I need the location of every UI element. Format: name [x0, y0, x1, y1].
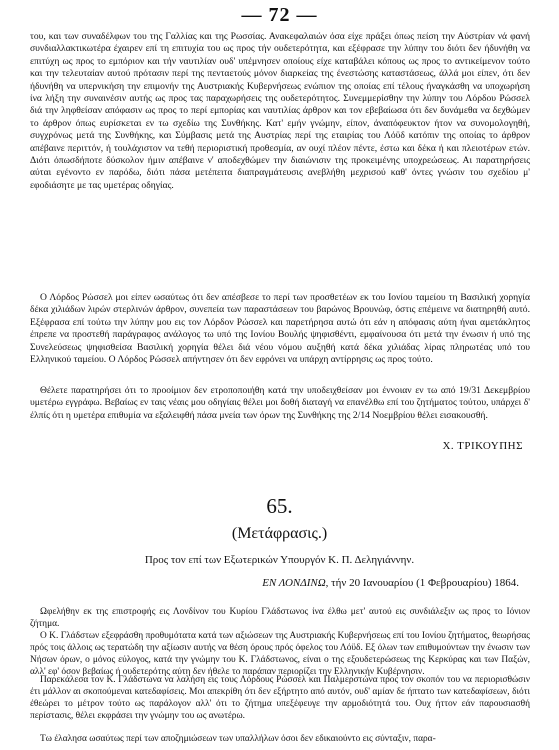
- text-block-6: [30, 733, 530, 745]
- text-block-5: [30, 674, 530, 722]
- page-number: — 72 —: [241, 4, 318, 26]
- date-place: ΕΝ ΛΟΝΔΙΝΩ,: [262, 577, 329, 589]
- text-block-1: [30, 31, 530, 192]
- paragraph: του, και των συναδέλφων του της Γαλλίας και της Ρωσσίας. Ανακεφαλαιών όσα είχε πράξει όπως πείση την Αύστρίαν νά φανή συνδιαλλακτικωτέρα έχαιρεν επί τη επιτυχία του ως προς τήν ουδετερότητα, και εξέφρασε την λύπην του διότι δεν ήδυνήθη να επιτύχη ως προς το εμπόριον και τήν ναυτιλίαν ουδ' υπέμνησεν οποίους είχε καταβάλει κόπους ως προς το αντικείμενον τούτο και την τελευταίαν αυτού πρότασιν περί της πενταετούς μόνον διαρκείας της ένεστώσης καταστάσεως, άλλά μοι είπεν, ότι δεν ήδυνήθη να υπερνικήση την επιμονήν της Αυστριακής Κυβερνήσεως ενώπιον της οποίας επί τέλους ήναγκάσθη να υποχωρήση ίνα λήξη την συναινέσιν αυτής ως προς τας παραχωρήσεις της ουδετερότητος. Συνεμμερίσθην την λύπην του Λόρδου Ρώσσελ διά την ληφθείσαν απόφασιν ως προς το περί εμπορίας και ναυτιλίας άρθρον και τον εβεβαίωσα ότι δεν δυνάμεθα να δεχθώμεν το άρθρον όπως ευρίσκεται εν τω σχεδίω της Συνθήκης. Κατ' εμήν γνώμην, είπον, άναπόφευκτον ήτον να συνομολογηθή, συγχρόνως μετά της Συνθήκης, και Σύμβασις μετά της Αυστρίας περί της εταιρίας του Λόϋδ κατόπιν της οποίας το άρθρον απέβαινε περιττόν, ή τουλάχιστον να τεθή περιοριστική προθεσμία, αν ουχί πλέον πέντε, έστω και δέκα ή και πλειοτέρων ετών. Διότι όπωσδήποτε δύσκολον ήμιν απέβαινε ν' αποδεχθώμεν την διαιώνισιν της προκειμένης υποχρεώσεως. Αι παρατηρήσεις αύται εγένοντο εν παρόδω, διότι πάσα μετέπειτα διαπραγμάτευσις ανεβλήθη μεχρισού καθ' όντες γνώσιν του σχεδίου μ' εφοδιάσητε με τας υμετέρας οδηγίας.: [30, 31, 530, 191]
- document-subtitle: (Μετάφρασις.): [231, 525, 328, 542]
- text-block-3: [30, 385, 530, 422]
- paragraph: Ο Κ. Γλάδστων εξεφράσθη προθυμότατα κατά των αξιώσεων της Αυστριακής Κυβερνήσεως επί του Ιονίου ζητήματος, θεωρήσας πρός τοις άλλοις ως τερατώδη την αξίωσιν αυτής να θέση όρους πρός όφελος του Λόϋδ. Εξ όλων των επιθυμούντων την ένωσιν των Νήσων όρων, ο μόνος εύλογος, κατά την γνώμην του Κ. Γλάδστωνος, είναι ο της εξουδετερώσεως της Κερκύρας και των Παξών, αλλ' εφ' όσον βεβαίως ή ουδετερότης αύτη δεν ήθελε το παράπαν περιορίζει την Ελληνικήν Κυβέρνησιν.: [30, 631, 530, 677]
- paragraph: Ο Λόρδος Ρώσσελ μοι είπεν ωσαύτως ότι δεν απέσβεσε το περί των προσθετέων εκ του Ιονίου ταμείου τη Βασιλική χορηγία δέκα χιλιάδων λιρών στερλινών άρθρον, συνεπεία των παραστάσεων του βαρώνος Βρουνώφ, όστις επέμεινε να διατηρηθή αυτό. Εξέφρασα επί τούτω την λύπην μου εις τον Λόρδον Ρώσσελ και παρετήρησα αυτώ ότι εάν η απόφασις αύτη ήναι αμετάκλητος έπρεπε να προστεθή παράγραφος ανάλογος τω υπό της Ιονίου Βουλής ψηφισθέντι, εμφαίνουσα ότι μετά την ένωσιν ή υπό της Συνελεύσεως ψηφισθείσα Βασιλική χορηγία θέλει διά νέου νόμου αυξηθή κατά δέκα χιλιάδας λίρας πληρωτέας υπό του Ελληνικού ταμείου. Ο Λόρδος Ρώσσελ απήντησεν ότι δεν εφρόνει να υπάρχη αντίρρησις ως προς τούτο.: [30, 292, 530, 366]
- paragraph: Ωφελήθην εκ της επιστροφής εις Λονδίνον του Κυρίου Γλάδστωνος ίνα έλθω μετ' αυτού εις συνδιάλεξιν ως προς το Ιόνιον ζήτημα.: [30, 607, 530, 629]
- signature: Χ. ΤΡΙΚΟΥΠΗΣ: [442, 440, 523, 452]
- date-line: [262, 577, 519, 589]
- text-block-4: [30, 606, 530, 678]
- addressee-line: Προς τον επί των Εξωτερικών Υπουργόν Κ. Π. Δεληγιάννην.: [144, 554, 415, 566]
- text-block-2: [30, 292, 530, 366]
- document-number: 65.: [266, 494, 293, 518]
- paragraph: Τω έλαλησα ωσαύτως περί των αποζημιώσεων των υπαλλήλων όσοι δεν εδικαιούντο εις σύνταξιν, παρα-: [40, 734, 436, 744]
- paragraph: Θέλετε παρατηρήσει ότι το προοίμιον δεν ετροποποιήθη κατά την υποδειχθείσαν μοι έννοιαν εν τω από 19/31 Δεκεμβρίου υμετέρω εγγράφω. Βεβαίως εν ταις νέαις μου οδηγίαις θέλει μοι δοθή διαταγή να επανέλθω επί του ζητήματος τούτου, υπάρχει δ' έλπίς ότι η υμετέρα επιθυμία να εξαλειφθή πάσα μνεία των όρων της Συνθήκης της 2/14 Νοεμβρίου θέλει εισακουσθή.: [30, 385, 530, 421]
- date-rest: τήν 20 Ιανουαρίου (1 Φεβρουαρίου) 1864.: [331, 577, 519, 589]
- paragraph: Παρεκάλεσα τον Κ. Γλάδστωνα να λαλήση εις τους Λόρδους Ρώσσελ και Παλμερστώνα προς τον σκοπόν του να περιορισθώσιν έτι μάλλον αι σκοπούμεναι κατεδαφίσεις. Μοι απεκρίθη ότι δεν εξήρτητο από αυτόν, ουδ' αμίαν δε ήπτατο των κατεδαφίσεων, διότι έθεώρει το μέτρον τούτο ως παράλογον αλλ' ότι το ζήτημα υπεξέφευγε την αρμοδιότητά του. Ουχ ήττον εάν παρουσιασθή περίστασις, θέλει εκφράσει την γνώμην του ως ανωτέρω.: [30, 675, 530, 721]
